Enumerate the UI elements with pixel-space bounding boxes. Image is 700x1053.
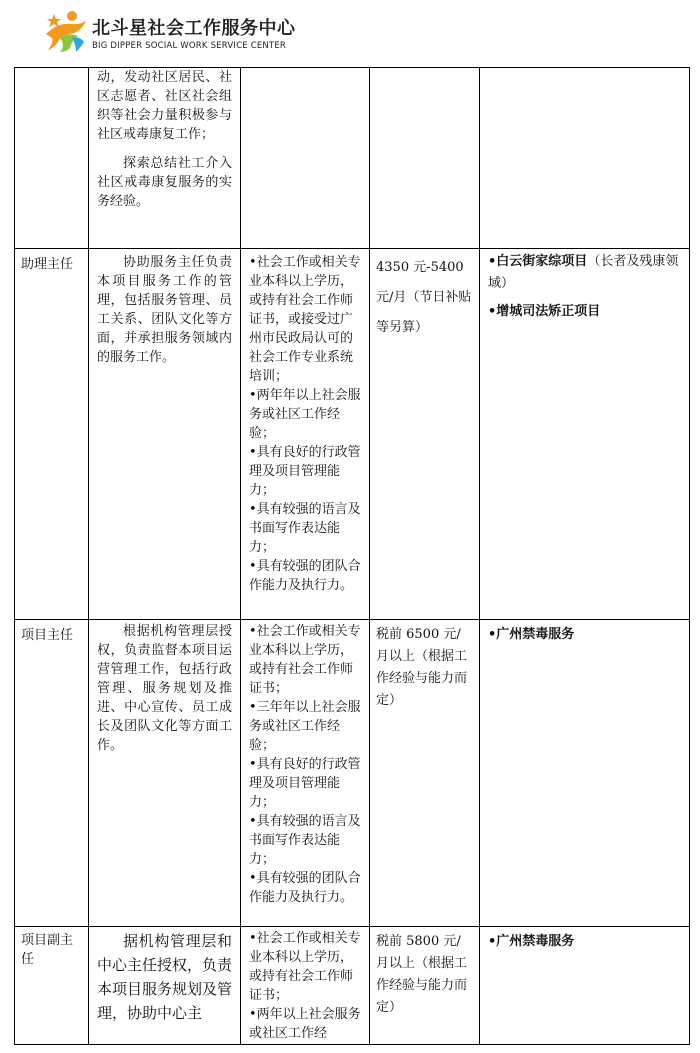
description-paragraph: 探索总结社工介入社区戒毒康复服务的实务经验。 bbox=[97, 156, 232, 209]
project-item bbox=[488, 624, 683, 646]
requirement-item: •社会工作或相关专业本科以上学历，或持有社会工作师证书； bbox=[249, 624, 361, 696]
salary-cell bbox=[370, 927, 480, 1045]
org-name-cn: 北斗星社会工作服务中心 bbox=[92, 18, 296, 39]
salary-cell bbox=[370, 68, 480, 249]
position-title: 项目副主任 bbox=[21, 933, 74, 967]
salary-cell bbox=[370, 620, 480, 927]
requirement-item: •社会工作或相关专业本科以上学历，或持有社会工作师证书，或接受过广州市民政局认可的社会工作专业系统培训； bbox=[249, 255, 361, 384]
requirement-item: •具有较强的语言及书面写作表达能力； bbox=[249, 502, 361, 555]
project-item bbox=[488, 301, 683, 323]
requirement-item: •两年以上社会服务或社区工作经 bbox=[249, 1007, 361, 1041]
project-name: •广州禁毒服务 bbox=[488, 934, 575, 949]
salary-text: 4350 元-5400 元/月（节日补贴等另算） bbox=[376, 260, 472, 335]
requirement-item: •具有较强的团队合作能力及执行力。 bbox=[249, 559, 361, 593]
org-name-en: BIG DIPPER SOCIAL WORK SERVICE CENTER bbox=[92, 41, 287, 51]
table-row bbox=[15, 620, 690, 927]
requirement-item: •具有良好的行政管理及项目管理能力； bbox=[249, 445, 361, 498]
table-row bbox=[15, 68, 690, 249]
requirements-cell bbox=[241, 68, 370, 249]
project-item bbox=[488, 251, 683, 295]
position-cell bbox=[15, 927, 89, 1045]
position-cell bbox=[15, 620, 89, 927]
requirement-item: •社会工作或相关专业本科以上学历，或持有社会工作师证书； bbox=[249, 931, 361, 1003]
logo-icon bbox=[42, 8, 88, 54]
table-row bbox=[15, 249, 690, 620]
description-paragraph: 动，发动社区居民、社区志愿者、社区社会组织等社会力量积极参与社区戒毒康复工作； bbox=[97, 70, 232, 142]
requirements-cell bbox=[241, 927, 370, 1045]
position-title: 项目主任 bbox=[21, 628, 74, 643]
description-paragraph: 根据机构管理层授权，负责监督本项目运营管理工作，包括行政管理、服务规划及推进、中心宣传、员工成长及团队文化等方面工作。 bbox=[97, 624, 232, 753]
description-cell bbox=[89, 620, 241, 927]
requirement-item: •具有较强的团队合作能力及执行力。 bbox=[249, 871, 361, 905]
project-name: •广州禁毒服务 bbox=[488, 627, 575, 642]
description-cell bbox=[89, 68, 241, 249]
requirements-cell bbox=[241, 249, 370, 620]
projects-cell bbox=[480, 68, 690, 249]
projects-cell bbox=[480, 249, 690, 620]
page-header bbox=[42, 8, 442, 60]
description-cell bbox=[89, 249, 241, 620]
description-paragraph: 据机构管理层和中心主任授权，负责本项目服务规划及管理，协助中心主 bbox=[97, 932, 233, 1022]
salary-cell bbox=[370, 249, 480, 620]
projects-cell bbox=[480, 927, 690, 1045]
project-item bbox=[488, 931, 683, 953]
requirement-item: •具有较强的语言及书面写作表达能力； bbox=[249, 814, 361, 867]
project-name: •增城司法矫正项目 bbox=[488, 304, 601, 319]
description-paragraph: 协助服务主任负责本项目服务工作的管理，包括服务管理、员工关系、团队文化等方面，并承担服务领域内的服务工作。 bbox=[97, 255, 232, 365]
salary-text: 税前 6500 元/月以上（根据工作经验与能力而定） bbox=[376, 627, 468, 708]
job-table bbox=[14, 67, 690, 1045]
requirement-item: •三年年以上社会服务或社区工作经验； bbox=[249, 700, 361, 753]
position-cell bbox=[15, 68, 89, 249]
project-name: •白云街家综项目 bbox=[488, 254, 588, 269]
projects-cell bbox=[480, 620, 690, 927]
table-row bbox=[15, 927, 690, 1045]
description-cell bbox=[89, 927, 241, 1045]
requirement-item: •两年年以上社会服务或社区工作经验； bbox=[249, 388, 361, 441]
project-note: （长者及残康领域） bbox=[488, 254, 679, 291]
requirement-item: •具有良好的行政管理及项目管理能力； bbox=[249, 757, 361, 810]
position-title: 助理主任 bbox=[21, 257, 74, 272]
position-cell bbox=[15, 249, 89, 620]
salary-text: 税前 5800 元/月以上（根据工作经验与能力而定） bbox=[376, 934, 468, 1015]
requirements-cell bbox=[241, 620, 370, 927]
